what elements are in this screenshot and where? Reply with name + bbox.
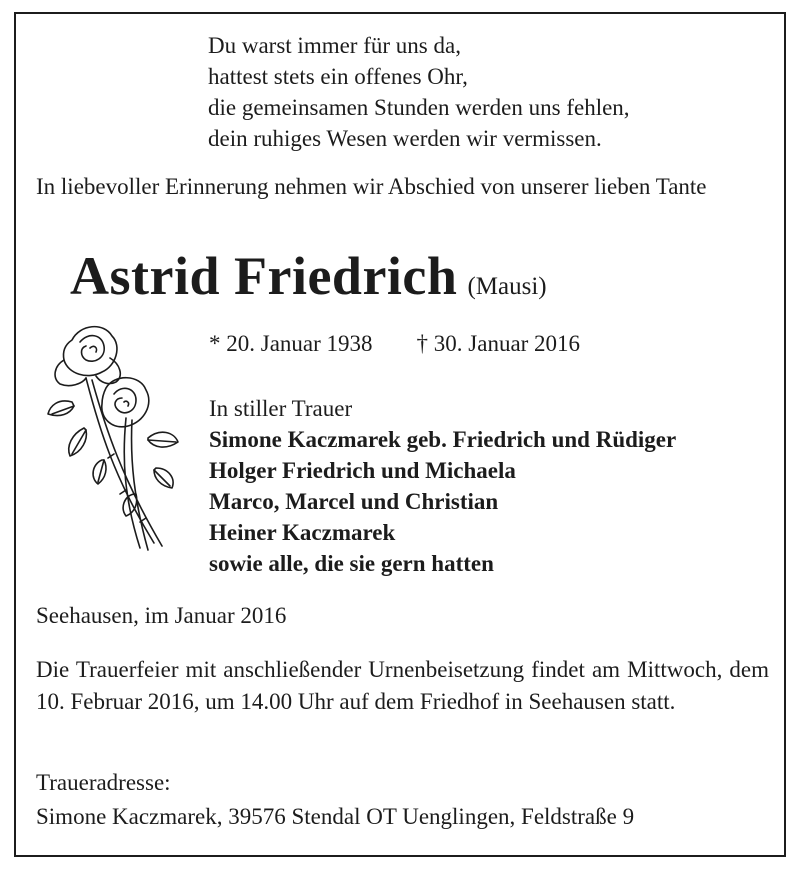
- birth-date: * 20. Januar 1938: [209, 331, 373, 356]
- name-line: [70, 240, 770, 312]
- poem: [208, 30, 768, 154]
- life-dates: [209, 328, 769, 359]
- mourner-name: Simone Kaczmarek geb. Friedrich und Rüdiger: [209, 427, 677, 452]
- intro-text: In liebevoller Erinnerung nehmen wir Abschied von unserer lieben Tante: [36, 174, 707, 199]
- service-info: Die Trauerfeier mit anschließender Urnenbeisetzung findet am Mittwoch, dem 10. Februar 2016, um 14.00 Uhr auf dem Friedhof in Seehausen statt.: [36, 657, 769, 714]
- poem-line: die gemeinsamen Stunden werden uns fehlen,: [208, 95, 630, 120]
- death-date: † 30. Januar 2016: [416, 331, 581, 356]
- deceased-nickname: (Mausi): [467, 273, 547, 300]
- address-label: Traueradresse:: [36, 770, 171, 795]
- poem-line: hattest stets ein offenes Ohr,: [208, 64, 468, 89]
- poem-line: dein ruhiges Wesen werden wir vermissen.: [208, 126, 602, 151]
- mourner-name: sowie alle, die sie gern hatten: [209, 551, 494, 576]
- mourners-block: [209, 393, 789, 579]
- poem-line: Du warst immer für uns da,: [208, 33, 461, 58]
- mourner-name: Heiner Kaczmarek: [209, 520, 396, 545]
- mourner-name: Marco, Marcel und Christian: [209, 489, 499, 514]
- address-line: Simone Kaczmarek, 39576 Stendal OT Uenglingen, Feldstraße 9: [36, 804, 635, 829]
- condolence-address: [36, 766, 771, 834]
- mourner-name: Holger Friedrich und Michaela: [209, 458, 516, 483]
- place-date: Seehausen, im Januar 2016: [36, 603, 287, 628]
- roses-illustration-icon: [44, 318, 184, 558]
- deceased-name: Astrid Friedrich: [70, 246, 458, 306]
- mourning-heading: In stiller Trauer: [209, 396, 353, 421]
